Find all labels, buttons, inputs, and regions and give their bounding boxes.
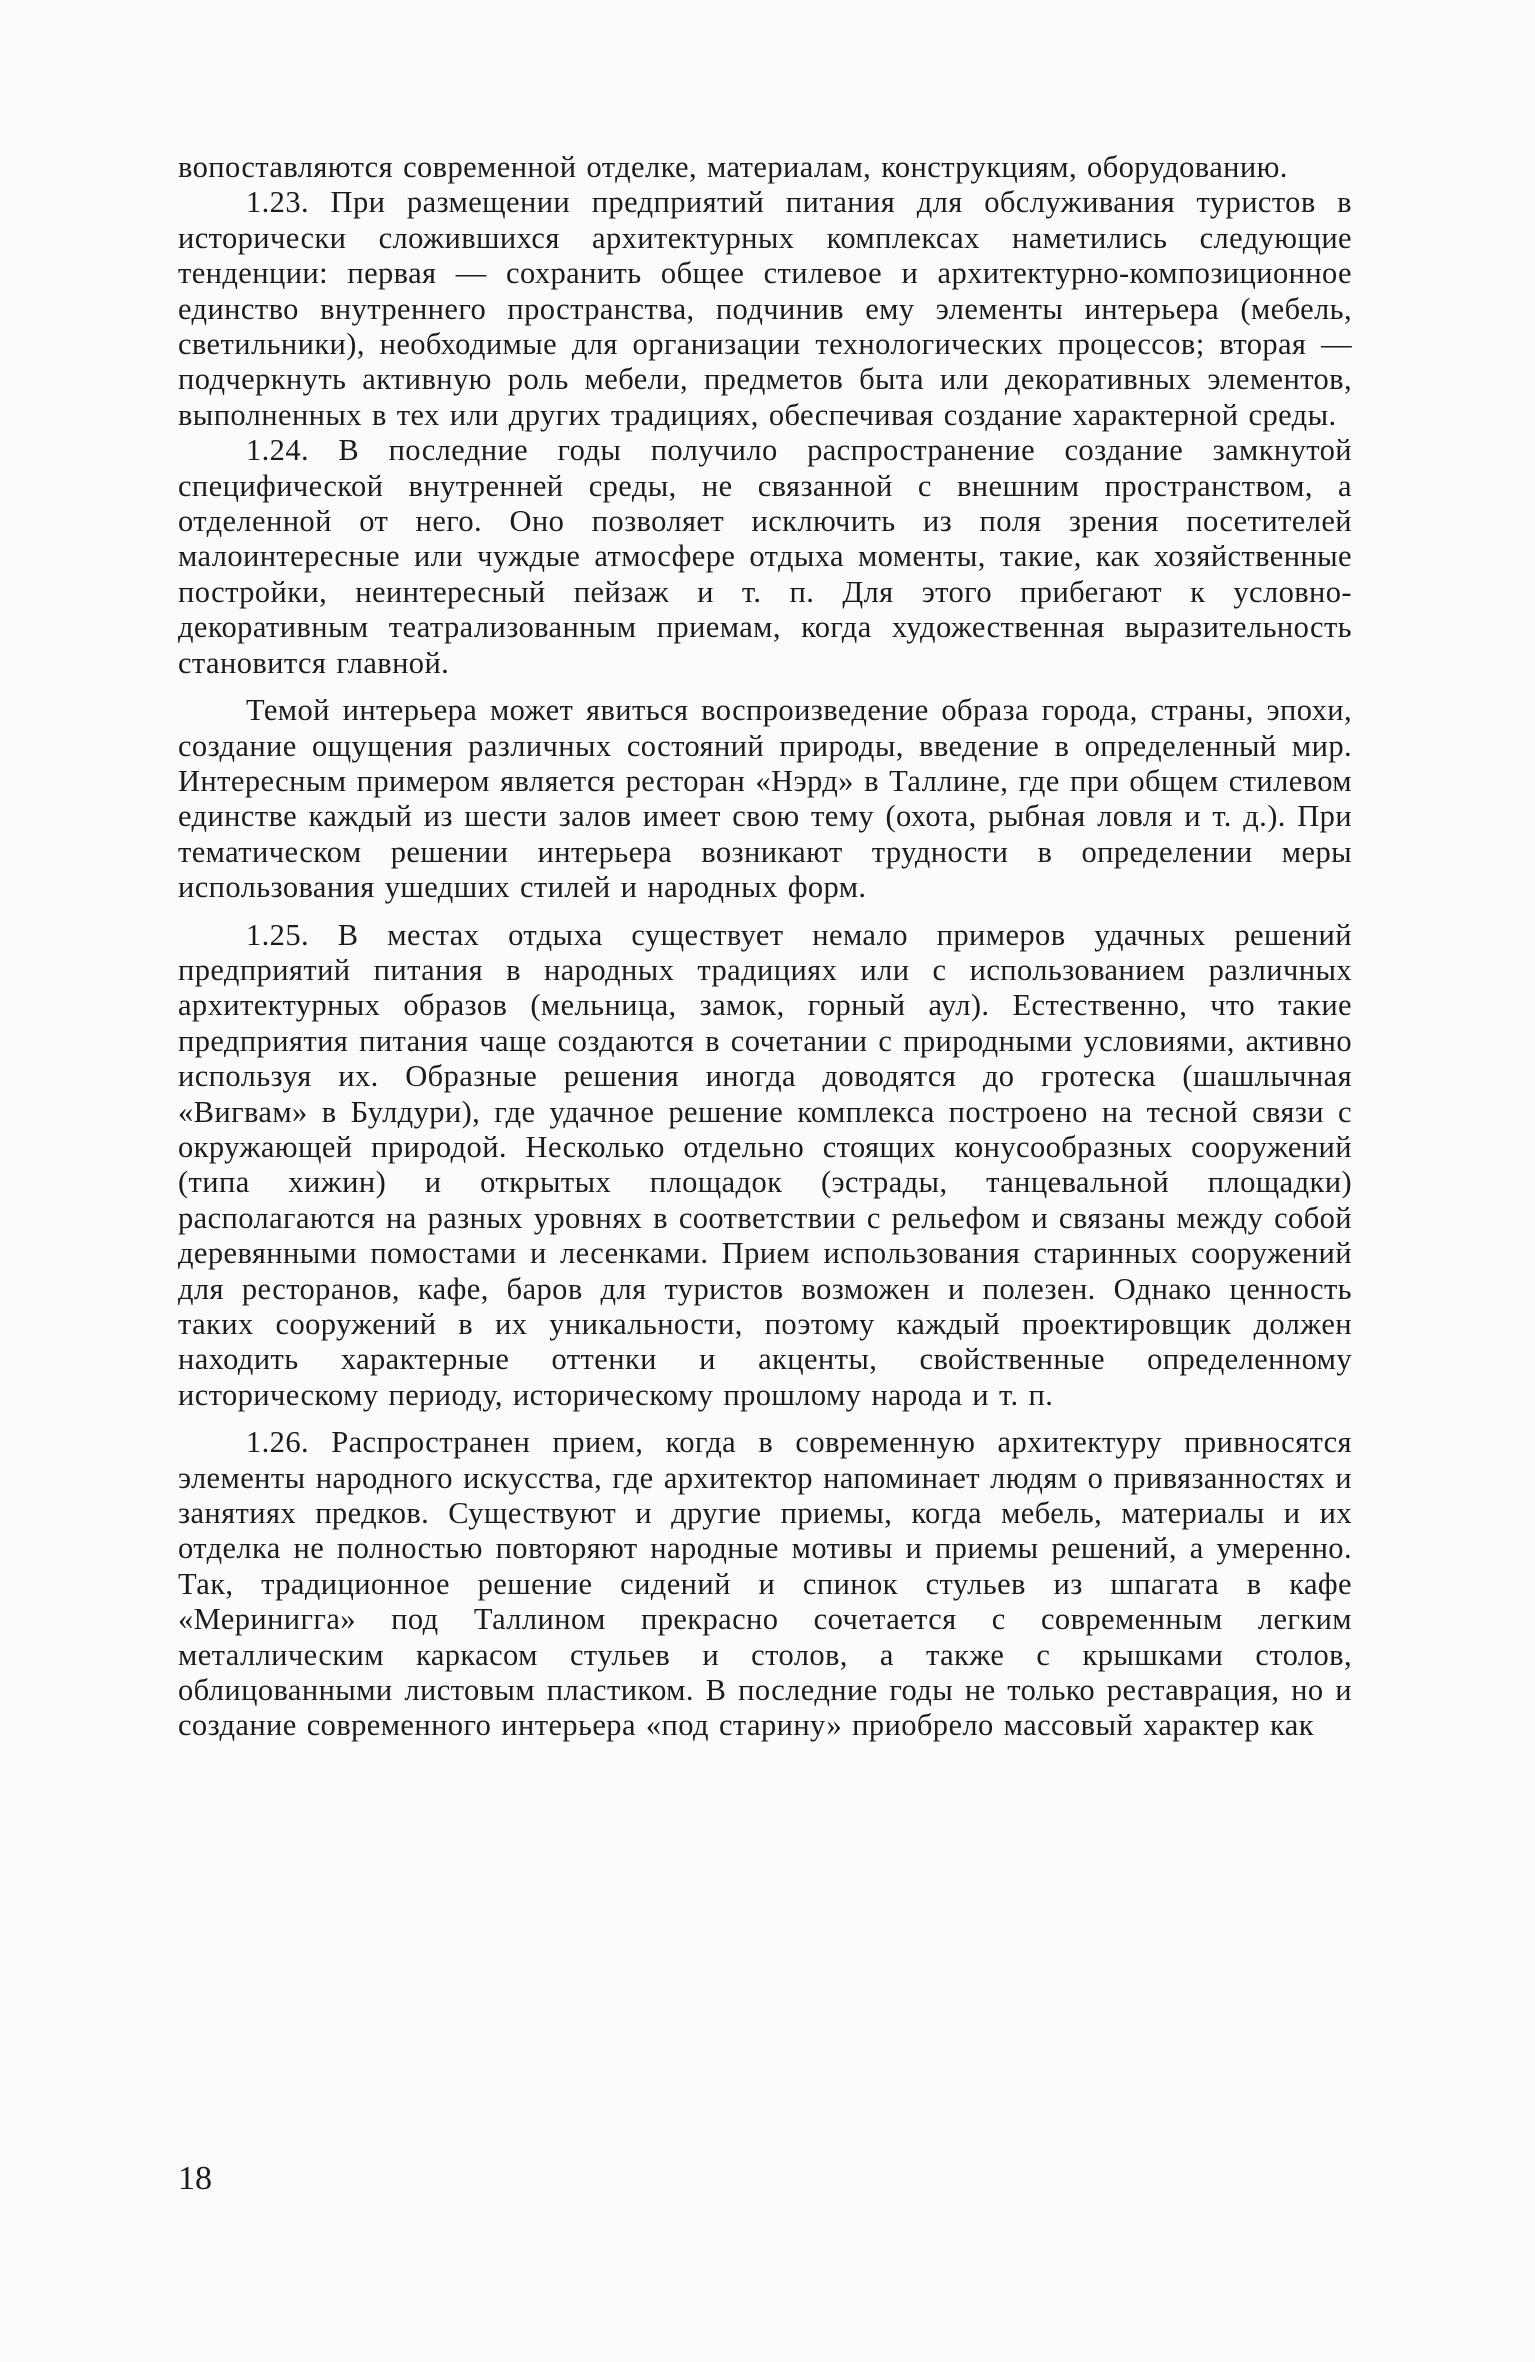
paragraph-theme: Темой интерьера может явиться воспроизведение образа города, страны, эпохи, создание ощущения различных состояний природы, введение в определенный мир. Интересным примером является ресторан «Нэрд» в Таллине, где при общем стилевом единстве каждый из шести залов имеет свою тему (охота, рыбная ловля и т. д.). При тематическом решении интерьера возникают трудности в определении меры использования ушедших стилей и народных форм. [178,693,1352,905]
paragraph-1-26: 1.26. Распространен прием, когда в современную архитектуру привносятся элементы народного искусства, где архитектор напоминает людям о привязанностях и занятиях предков. Существуют и другие приемы, когда мебель, материалы и их отделка не полностью повторяют народные мотивы и приемы решений, а умеренно. Так, традиционное решение сидений и спинок стульев из шпагата в кафе «Меринигга» под Таллином прекрасно сочетается с современным легким металлическим каркасом стульев и столов, а также с крышками столов, облицованными листовым пластиком. В последние годы не только реставрация, но и создание современного интерьера «под старину» приобрело массовый характер как [178,1425,1352,1743]
paragraph-1-23: 1.23. При размещении предприятий питания для обслуживания туристов в исторически сложившихся архитектурных комплексах наметились следующие тенденции: первая — сохранить общее стилевое и архитектурно-композиционное единство внутреннего пространства, подчинив ему элементы интерьера (мебель, светильники), необходимые для организации технологических процессов; вторая — подчеркнуть активную роль мебели, предметов быта или декоративных элементов, выполненных в тех или других традициях, обеспечивая создание характерной среды. [178,185,1352,432]
text-column [178,150,1352,1744]
paragraph-continuation: вопоставляются современной отделке, материалам, конструкциям, оборудованию. [178,150,1288,184]
paragraph-1-25: 1.25. В местах отдыха существует немало примеров удачных решений предприятий питания в народных традициях или с использованием различных архитектурных образов (мельница, замок, горный аул). Естественно, что такие предприятия питания чаще создаются в сочетании с природными условиями, активно используя их. Образные решения иногда доводятся до гротеска (шашлычная «Вигвам» в Булдури), где удачное решение комплекса построено на тесной связи с окружающей природой. Несколько отдельно стоящих конусообразных сооружений (типа хижин) и открытых площадок (эстрады, танцевальной площадки) располагаются на разных уровнях в соответствии с рельефом и связаны между собой деревянными помостами и лесенками. Прием использования старинных сооружений для ресторанов, кафе, баров для туристов возможен и полезен. Однако ценность таких сооружений в их уникальности, поэтому каждый проектировщик должен находить характерные оттенки и акценты, свойственные определенному историческому периоду, историческому прошлому народа и т. п. [178,917,1352,1412]
paragraph-1-24: 1.24. В последние годы получило распространение создание замкнутой специфической внутренней среды, не связанной с внешним пространством, а отделенной от него. Оно позволяет исключить из поля зрения посетителей малоинтересные или чуждые атмосфере отдыха моменты, такие, как хозяйственные постройки, неинтересный пейзаж и т. п. Для этого прибегают к условно-декоративным театрализованным приемам, когда художественная выразительность становится главной. [178,433,1352,680]
page-number: 18 [178,2160,212,2197]
